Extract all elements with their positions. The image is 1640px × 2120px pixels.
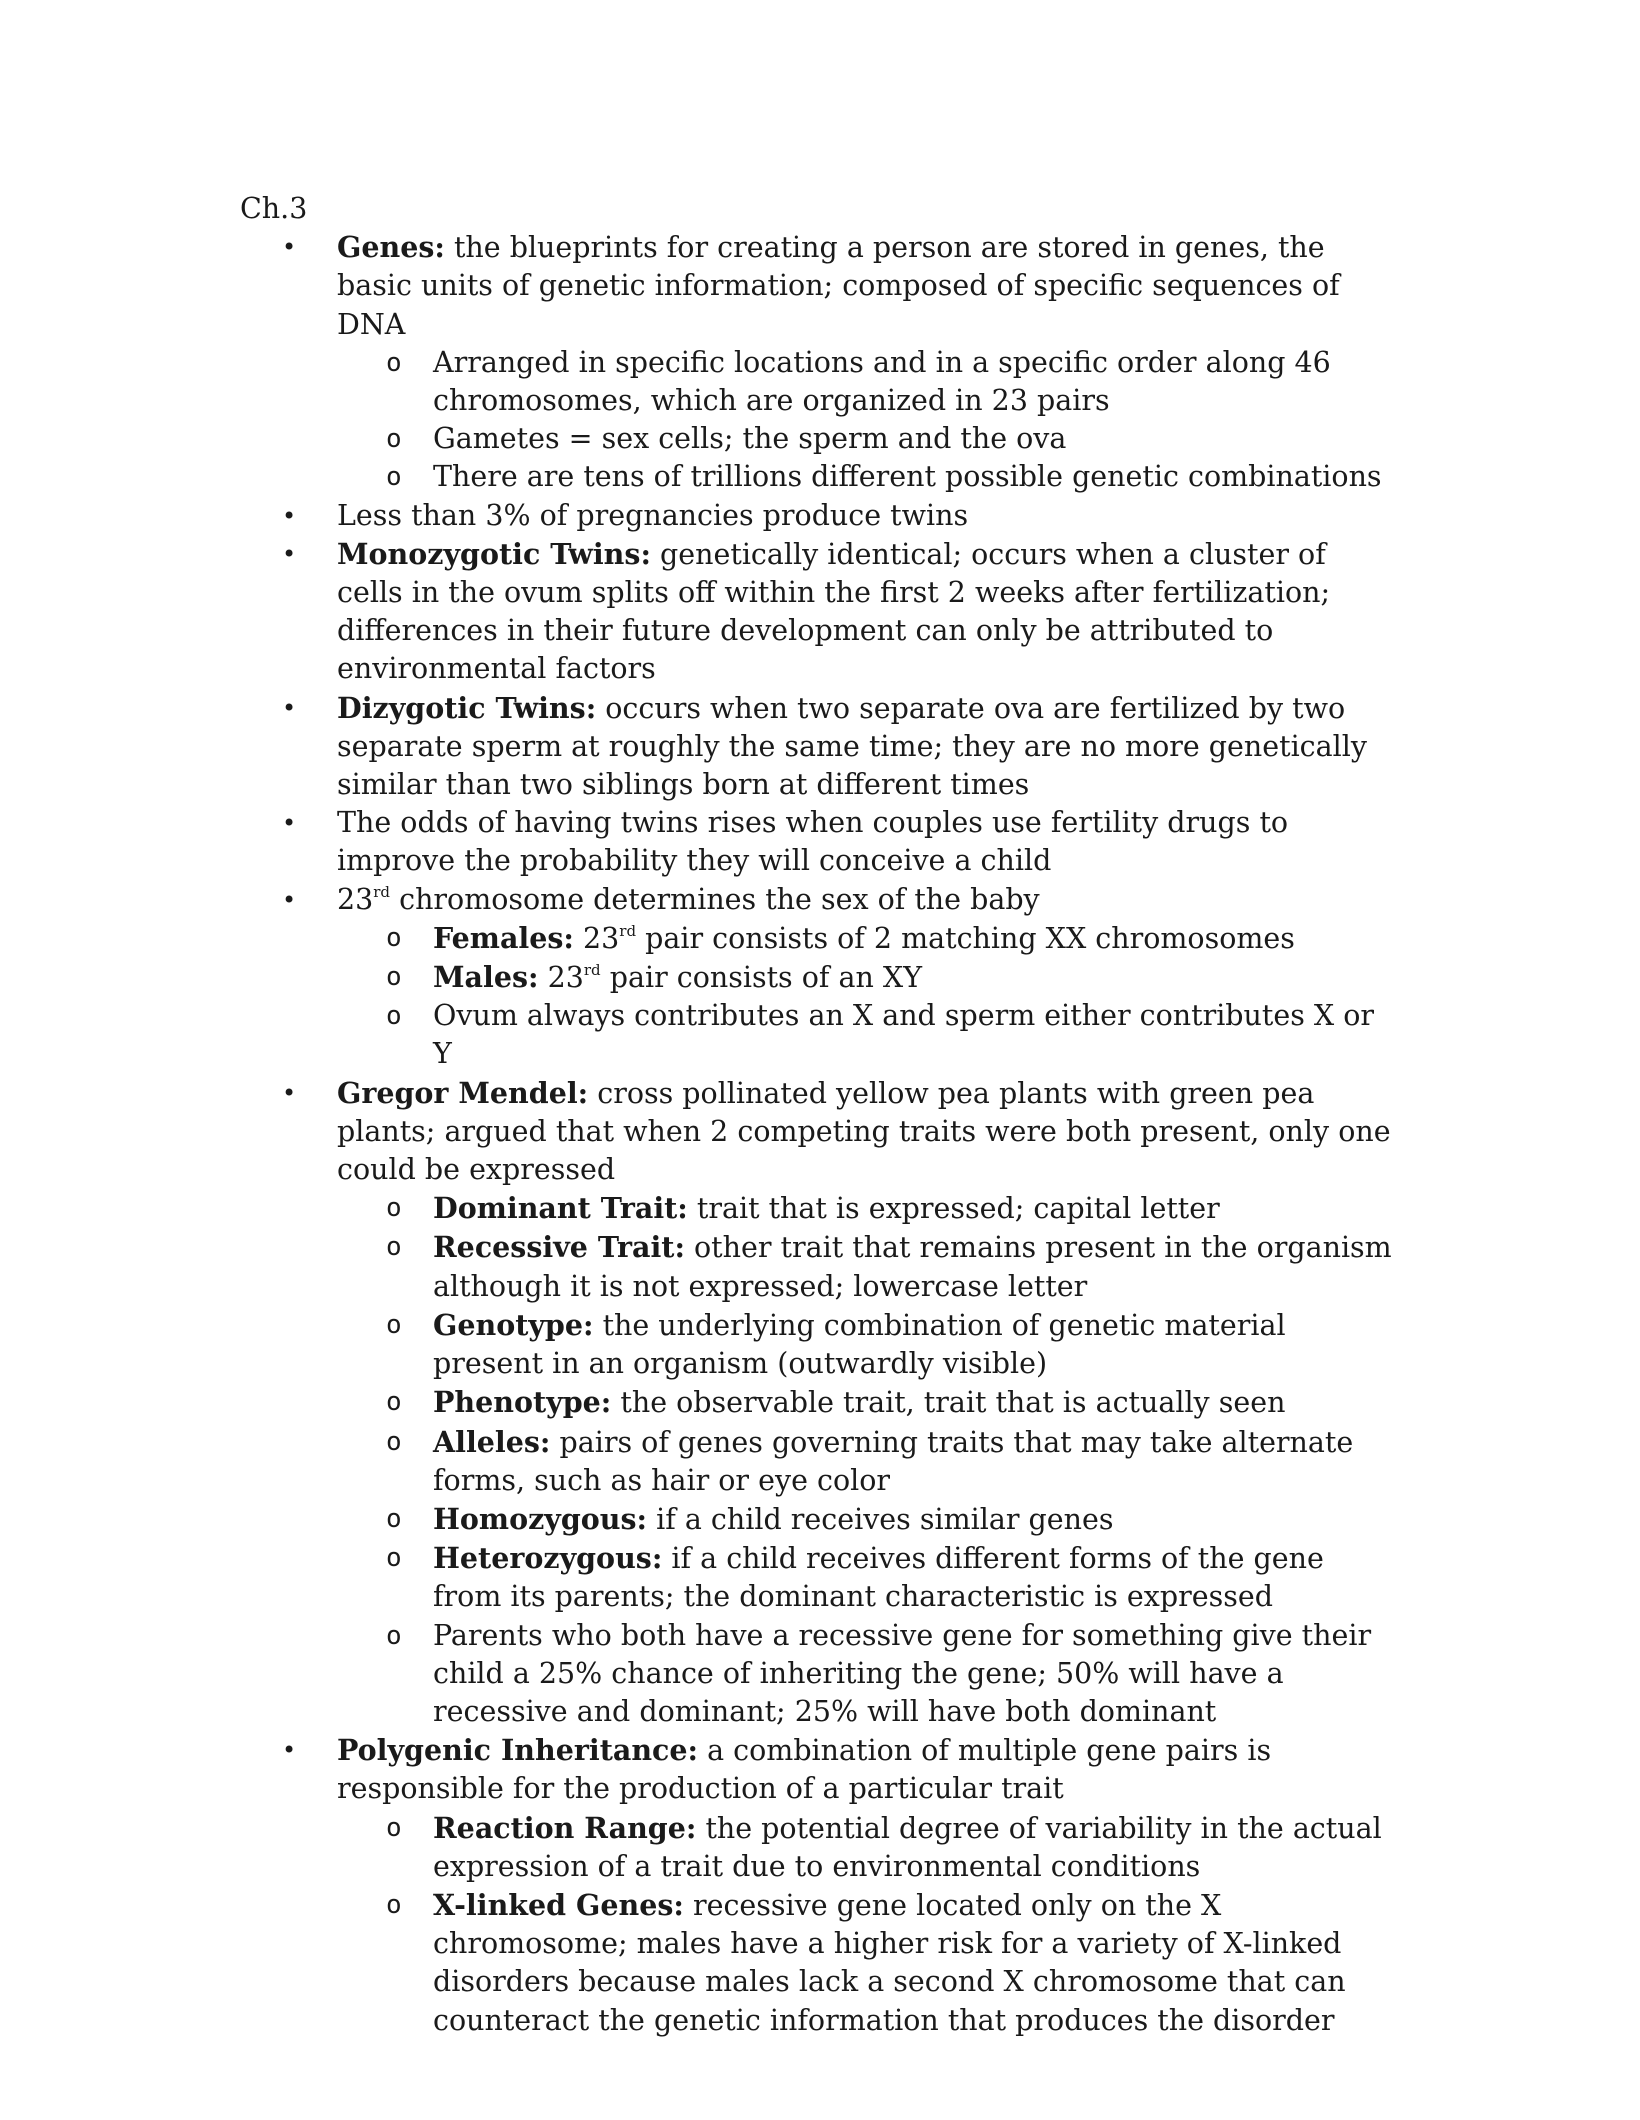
list-item [240,804,1400,880]
circle-bullet-icon: o [386,922,402,953]
term-label: Heterozygous: [433,1541,663,1576]
sub-list-item [337,1500,1400,1539]
sub-list [337,1809,1400,2040]
circle-bullet-icon: o [386,1812,402,1843]
ordinal-number: 23 [538,961,584,995]
sub-list-item [337,1886,1400,2040]
item-text: a combination of multiple gene pairs is responsible for the production of a particular trait [337,1734,1272,1806]
item-text: genetically identical; occurs when a cluster of cells in the ovum splits off within the first 2 weeks after fertilization; differences in their future development can only be attributed to environmental factors [337,537,1331,686]
item-text: the potential degree of variability in the actual expression of a trait due to environmental conditions [433,1811,1382,1883]
item-text: pair consists of an XY [600,961,923,995]
circle-bullet-icon: o [386,1001,402,1032]
sub-list-item [337,420,1400,458]
item-text: Gametes = sex cells; the sperm and the ova [433,422,1067,456]
circle-bullet-icon: o [386,347,402,378]
circle-bullet-icon: o [386,1503,402,1534]
ordinal-number: 23 [573,921,620,955]
sub-list-item [337,1383,1400,1422]
item-text: Arranged in specific locations and in a specific order along 46 chromosomes, which are organized in 23 pairs [433,345,1331,418]
item-text: recessive gene located only on the X chromosome; males have a higher risk for a variety of X-linked disorders because males lack a second X chromosome that can counteract the genetic information that produces the disorder [433,1888,1346,2037]
item-text: Parents who both have a recessive gene for something give their child a 25% chance of inheriting the gene; 50% will have a recessive and dominant; 25% will have both dominant [433,1618,1372,1728]
item-text: Less than 3% of pregnancies produce twins [337,498,969,532]
bullet-icon: • [282,1736,297,1765]
item-text: if a child receives similar genes [647,1502,1114,1536]
item-text: chromosome determines the sex of the baby [390,882,1040,916]
list-item [240,228,1400,496]
sub-list [337,919,1400,1074]
list-item [240,689,1400,805]
circle-bullet-icon: o [386,462,402,493]
item-text: pair consists of 2 matching XX chromosomes [636,921,1295,955]
item-text: the underlying combination of genetic material present in an organism (outwardly visible) [433,1308,1286,1381]
ordinal-number: 23 [337,882,374,916]
term-label: Monozygotic Twins: [337,536,651,571]
sub-list-item [337,1306,1400,1383]
circle-bullet-icon: o [386,1309,402,1340]
item-text: pairs of genes governing traits that may take alternate forms, such as hair or eye color [433,1425,1354,1497]
item-text: cross pollinated yellow pea plants with green pea plants; argued that when 2 competing traits were both present, only one could be expressed [337,1076,1391,1187]
sub-list-item [337,344,1400,420]
bullet-icon: • [282,885,297,914]
bullet-icon: • [282,539,297,568]
item-text: the blueprints for creating a person are stored in genes, the basic units of genetic information; composed of specific sequences of DNA [337,231,1340,341]
sub-list-item [337,997,1400,1073]
ordinal-suffix: rd [373,882,391,901]
term-label: Dizygotic Twins: [337,690,597,725]
sub-list-item [337,1228,1400,1305]
circle-bullet-icon: o [386,1426,402,1457]
list-item [240,1731,1400,2040]
document-page [240,190,1400,2040]
circle-bullet-icon: o [386,962,402,993]
term-label: Polygenic Inheritance: [337,1733,699,1768]
circle-bullet-icon: o [386,424,402,455]
sub-list-item [337,1189,1400,1228]
sub-list-item [337,919,1400,958]
term-label: X-linked Genes: [433,1887,684,1922]
sub-list [337,344,1400,497]
term-label: Dominant Trait: [433,1191,688,1226]
circle-bullet-icon: o [386,1232,402,1263]
circle-bullet-icon: o [386,1387,402,1418]
term-label: Genes: [337,230,445,265]
term-label: Phenotype: [433,1385,612,1420]
circle-bullet-icon: o [386,1620,402,1651]
sub-list-item [337,1809,1400,1886]
item-text: The odds of having twins rises when couples use fertility drugs to improve the probability they will conceive a child [337,806,1289,878]
chapter-heading: Ch.3 [240,192,308,225]
ordinal-suffix: rd [583,961,601,980]
sub-list-item [337,958,1400,997]
term-label: Alleles: [433,1424,551,1459]
bullet-icon: • [282,693,297,722]
item-text: occurs when two separate ova are fertilized by two separate sperm at roughly the same time; they are no more genetically similar than two siblings born at different times [337,691,1367,802]
sub-list [337,1189,1400,1731]
term-label: Reaction Range: [433,1810,697,1845]
term-label: Females: [433,920,574,955]
item-text: Ovum always contributes an X and sperm either contributes X or Y [433,999,1375,1071]
list-item [240,535,1400,689]
term-label: Homozygous: [433,1501,648,1536]
item-text: There are tens of trillions different possible genetic combinations [433,460,1382,494]
notes-outline [240,228,1400,2040]
list-item [240,497,1400,535]
sub-list-item [337,458,1400,496]
term-label: Males: [433,960,539,995]
bullet-icon: • [282,501,297,530]
ordinal-suffix: rd [619,921,637,940]
term-label: Genotype: [433,1307,594,1342]
item-text: the observable trait, trait that is actually seen [611,1386,1286,1420]
sub-list-item [337,1423,1400,1500]
circle-bullet-icon: o [386,1193,402,1224]
term-label: Recessive Trait: [433,1230,685,1265]
bullet-icon: • [282,809,297,838]
item-text: other trait that remains present in the organism although it is not expressed; lowercase letter [433,1231,1392,1303]
sub-list-item [337,1539,1400,1616]
item-text: trait that is expressed; capital letter [687,1192,1220,1226]
circle-bullet-icon: o [386,1543,402,1574]
bullet-icon: • [282,233,297,262]
item-text: if a child receives different forms of the gene from its parents; the dominant characteristic is expressed [433,1542,1324,1614]
list-item [240,1074,1400,1731]
circle-bullet-icon: o [386,1889,402,1920]
bullet-icon: • [282,1078,297,1107]
list-item [240,881,1400,1074]
term-label: Gregor Mendel: [337,1075,589,1110]
sub-list-item [337,1617,1400,1732]
